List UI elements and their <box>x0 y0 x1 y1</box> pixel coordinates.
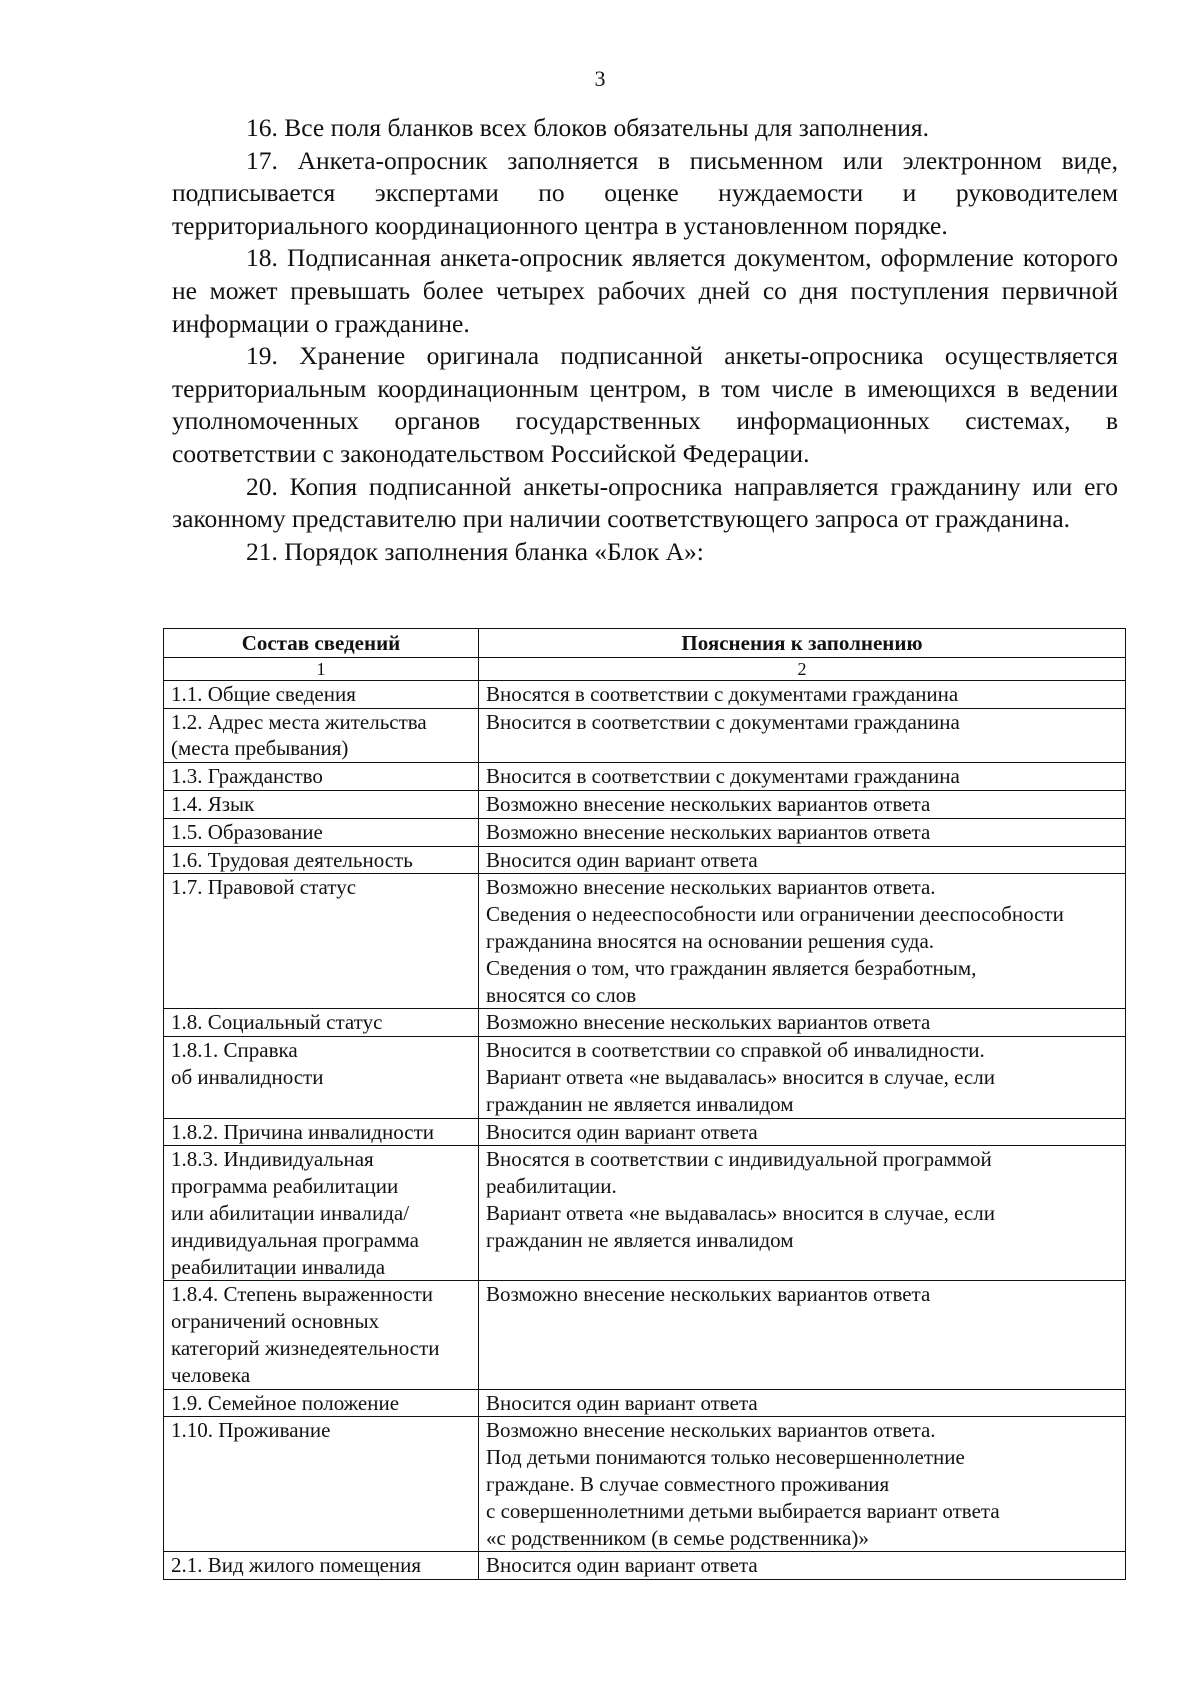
row-note-text: вносятся со слов <box>486 982 637 1007</box>
row-note-text: гражданин не является инвалидом <box>486 1091 794 1116</box>
row-item-text: 1.8.4. Степень выраженности <box>171 1282 433 1307</box>
row-note-text: граждане. В случае совместного проживания <box>486 1471 890 1496</box>
row-note-cell <box>479 1417 1126 1552</box>
row-note-cell <box>479 1009 1126 1037</box>
paragraph-16: 16. Все поля бланков всех блоков обязательны для заполнения. <box>246 113 929 142</box>
row-item-text: об инвалидности <box>171 1064 324 1089</box>
row-note-text: Вносятся в соответствии с документами гражданина <box>486 681 959 706</box>
row-item-text: 1.8.3. Индивидуальная <box>171 1147 374 1172</box>
row-item-cell <box>164 846 479 874</box>
row-item-text: ограничений основных <box>171 1309 380 1334</box>
row-item-text: индивидуальная программа <box>171 1227 419 1252</box>
row-item-cell <box>164 763 479 791</box>
row-note-text: Вносится в соответствии с документами гражданина <box>486 764 960 789</box>
row-note-text: Возможно внесение нескольких вариантов ответа. <box>486 1418 936 1443</box>
row-note-text: Вносится в соответствии со справкой об инвалидности. <box>486 1038 985 1063</box>
row-note-text: Вносится в соответствии с документами гражданина <box>486 709 960 734</box>
row-item-text: 1.8.1. Справка <box>171 1038 298 1063</box>
row-note-cell <box>479 680 1126 708</box>
paragraph-21: 21. Порядок заполнения бланка «Блок А»: <box>246 536 704 566</box>
table-row <box>164 1389 1126 1417</box>
row-note-text: Сведения о недееспособности или ограничении дееспособности <box>486 902 1064 927</box>
row-note-cell <box>479 1037 1126 1118</box>
row-item-text: 1.6. Трудовая деятельность <box>171 847 413 872</box>
table-row <box>164 874 1126 1009</box>
table-row <box>164 846 1126 874</box>
row-note-text: Вносится один вариант ответа <box>486 1553 758 1578</box>
paragraph-18: 18. Подписанная анкета-опросник является документом, оформление которого не может превышать более четырех рабочих дней со дня поступления первичной информации о гражданине. <box>172 243 1118 338</box>
row-item-cell <box>164 1417 479 1552</box>
row-item-text: 1.8. Социальный статус <box>171 1010 383 1035</box>
table-row <box>164 1146 1126 1281</box>
row-item-text: 1.2. Адрес места жительства <box>171 709 427 734</box>
row-note-text: Сведения о том, что гражданин является безработным, <box>486 955 977 980</box>
row-note-text: Возможно внесение нескольких вариантов ответа <box>486 791 931 816</box>
table-row <box>164 708 1126 763</box>
row-item-text: 1.1. Общие сведения <box>171 681 356 706</box>
paragraph-19: 19. Хранение оригинала подписанной анкеты-опросника осуществляется территориальным координационным центром, в том числе в имеющихся в ведении уполномоченных органов государственных информационных системах, в соответствии с законодательством Российской Федерации. <box>172 341 1118 468</box>
row-note-text: Вносится один вариант ответа <box>486 847 758 872</box>
row-item-cell <box>164 1389 479 1417</box>
row-note-cell <box>479 790 1126 818</box>
row-item-text: 2.1. Вид жилого помещения <box>171 1553 422 1578</box>
row-item-text: 1.8.2. Причина инвалидности <box>171 1119 435 1144</box>
column-number-2: 2 <box>479 657 1126 680</box>
row-item-text: 1.7. Правовой статус <box>171 875 357 900</box>
table-row <box>164 790 1126 818</box>
column-number-row <box>164 657 1126 680</box>
body-text <box>172 112 1118 568</box>
row-item-text: реабилитации инвалида <box>171 1254 386 1279</box>
paragraph-17: 17. Анкета-опросник заполняется в письменном или электронном виде, подписывается экспертами по оценке нуждаемости и руководителем территориального координационного центра в установленном порядке. <box>172 145 1118 240</box>
row-item-text: (места пребывания) <box>171 736 349 761</box>
row-note-text: Вносятся в соответствии с индивидуальной программой <box>486 1147 992 1172</box>
row-note-cell <box>479 1146 1126 1281</box>
row-note-text: Вариант ответа «не выдавалась» вносится в случае, если <box>486 1200 995 1225</box>
row-item-cell <box>164 1281 479 1389</box>
row-item-text: человека <box>171 1362 251 1387</box>
row-note-text: Вносится один вариант ответа <box>486 1119 758 1144</box>
page-number: 3 <box>594 66 606 91</box>
column-number-1: 1 <box>164 657 479 680</box>
row-note-cell <box>479 874 1126 1009</box>
header-explanations: Пояснения к заполнению <box>479 629 1126 658</box>
table-body <box>164 680 1126 1579</box>
row-note-cell <box>479 1281 1126 1389</box>
row-item-cell <box>164 1118 479 1146</box>
row-note-text: гражданина вносятся на основании решения суда. <box>486 928 935 953</box>
row-item-text: 1.3. Гражданство <box>171 764 323 789</box>
row-note-cell <box>479 763 1126 791</box>
row-item-text: 1.10. Проживание <box>171 1418 331 1443</box>
row-note-text: реабилитации. <box>486 1174 617 1199</box>
table-row <box>164 763 1126 791</box>
row-item-cell <box>164 790 479 818</box>
row-note-cell <box>479 1118 1126 1146</box>
table-row <box>164 818 1126 846</box>
paragraph-20: 20. Копия подписанной анкеты-опросника направляется гражданину или его законному представителю при наличии соответствующего запроса от гражданина. <box>172 471 1118 534</box>
row-item-cell <box>164 708 479 763</box>
row-note-text: Вариант ответа «не выдавалась» вносится в случае, если <box>486 1064 995 1089</box>
table-row <box>164 1417 1126 1552</box>
row-note-text: Возможно внесение нескольких вариантов ответа <box>486 1282 931 1307</box>
row-item-text: программа реабилитации <box>171 1174 399 1199</box>
table-row <box>164 1118 1126 1146</box>
row-note-text: Возможно внесение нескольких вариантов ответа <box>486 1010 931 1035</box>
row-note-text: гражданин не является инвалидом <box>486 1227 794 1252</box>
row-note-text: Возможно внесение нескольких вариантов ответа. <box>486 875 936 900</box>
table-row <box>164 1037 1126 1118</box>
row-item-cell <box>164 1037 479 1118</box>
row-note-cell <box>479 846 1126 874</box>
row-note-cell <box>479 1389 1126 1417</box>
row-item-text: категорий жизнедеятельности <box>171 1335 440 1360</box>
row-item-cell <box>164 1552 479 1580</box>
row-item-text: 1.5. Образование <box>171 819 323 844</box>
header-composition: Состав сведений <box>164 629 479 658</box>
row-item-text: 1.4. Язык <box>171 791 255 816</box>
row-item-cell <box>164 1009 479 1037</box>
row-note-text: Вносится один вариант ответа <box>486 1390 758 1415</box>
row-note-text: Под детьми понимаются только несовершеннолетние <box>486 1445 965 1470</box>
row-note-text: «с родственником (в семье родственника)» <box>486 1525 869 1550</box>
row-item-text: 1.9. Семейное положение <box>171 1390 400 1415</box>
row-note-cell <box>479 818 1126 846</box>
block-a-fill-table <box>163 628 1126 1580</box>
table-row <box>164 1281 1126 1389</box>
table-row <box>164 1552 1126 1580</box>
row-note-text: с совершеннолетними детьми выбирается вариант ответа <box>486 1498 1000 1523</box>
row-item-cell <box>164 818 479 846</box>
row-item-text: или абилитации инвалида/ <box>171 1200 410 1225</box>
row-note-text: Возможно внесение нескольких вариантов ответа <box>486 819 931 844</box>
row-note-cell <box>479 708 1126 763</box>
table-row <box>164 680 1126 708</box>
table-header-row <box>164 629 1126 658</box>
row-note-cell <box>479 1552 1126 1580</box>
row-item-cell <box>164 1146 479 1281</box>
row-item-cell <box>164 680 479 708</box>
row-item-cell <box>164 874 479 1009</box>
table-row <box>164 1009 1126 1037</box>
